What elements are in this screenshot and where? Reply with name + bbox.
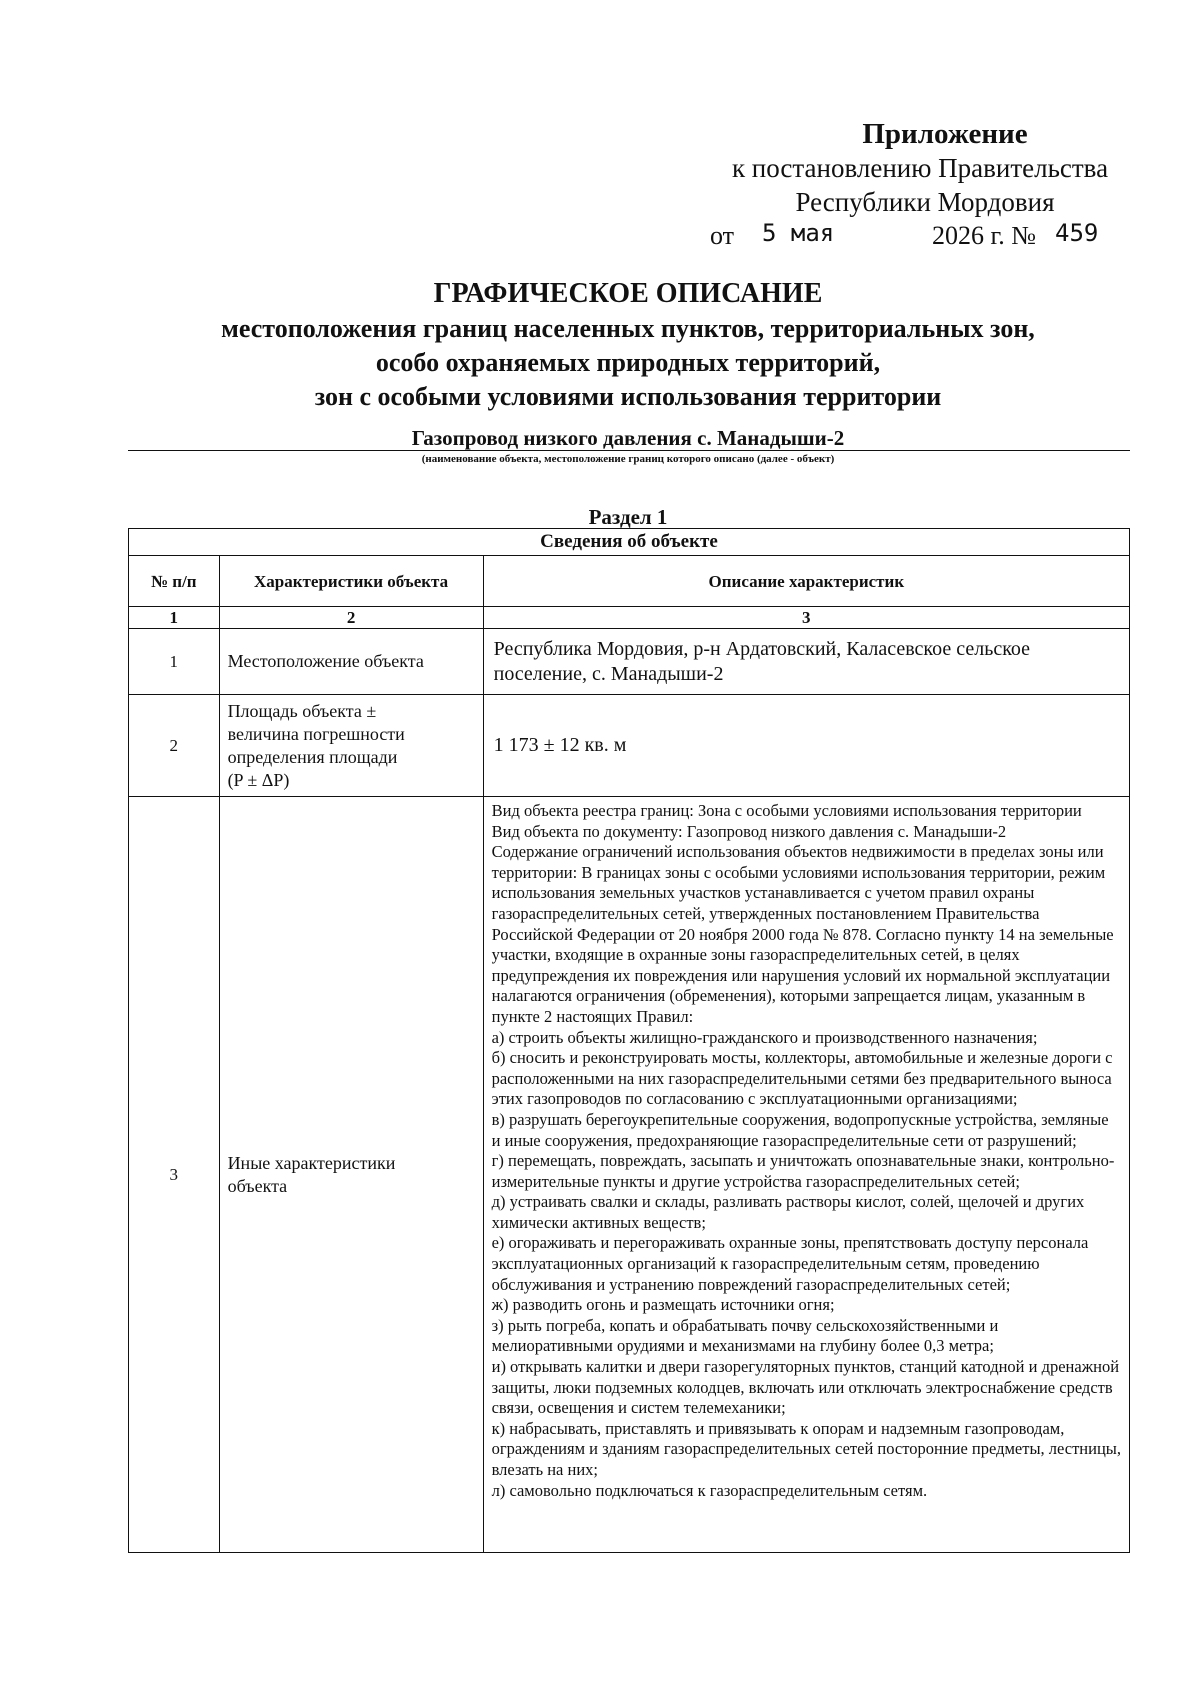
document-title: ГРАФИЧЕСКОЕ ОПИСАНИЕ bbox=[433, 278, 823, 309]
location-line-2: поселение, с. Манадыши-2 bbox=[493, 662, 724, 685]
row-label: Местоположение объекта bbox=[219, 629, 483, 695]
row-value-area: 1 173 ± 12 кв. м bbox=[483, 695, 1129, 797]
date-prefix: от bbox=[710, 221, 735, 250]
text-line: пункте 2 настоящих Правил: bbox=[491, 1006, 694, 1026]
text-line: Российской Федерации от 20 ноября 2000 года № 878. Согласно пункту 14 на земельные bbox=[491, 924, 1114, 944]
text-line: предупреждения их повреждения или нарушения условий их нормальной эксплуатации bbox=[491, 965, 1111, 985]
document-subtitle-line-2: особо охраняемых природных территорий, bbox=[375, 348, 881, 377]
text-line: Вид объекта по документу: Газопровод низкого давления с. Манадыши-2 bbox=[491, 821, 1007, 841]
text-line: влезать на них; bbox=[491, 1460, 598, 1479]
text-line: Вид объекта реестра границ: Зона с особыми условиями использования территории bbox=[491, 801, 1082, 820]
text-line: г) перемещать, повреждать, засыпать и уничтожать опознавательные знаки, контрольно- bbox=[491, 1151, 1115, 1171]
document-heading bbox=[128, 276, 1128, 414]
header-number: № п/п bbox=[129, 556, 220, 607]
column-number-2: 2 bbox=[219, 607, 483, 629]
text-line: е) огораживать и перегораживать охранные зоны, препятствовать доступу персонала bbox=[491, 1233, 1089, 1253]
section-title: Раздел 1 bbox=[588, 505, 668, 529]
table-row bbox=[129, 797, 1130, 1553]
text-line: использования земельных участков устанавливается с учетом правил охраны bbox=[491, 883, 1035, 903]
object-name: Газопровод низкого давления с. Манадыши-2 bbox=[411, 426, 845, 450]
table-column-numbers-row bbox=[129, 607, 1130, 629]
date-year: 2026 г. № bbox=[932, 221, 1037, 250]
text-line: эксплуатационных организаций к газораспределительным сетям, проведению bbox=[491, 1254, 1040, 1274]
location-line-1: Республика Мордовия, р-н Ардатовский, Каласевское сельское bbox=[493, 637, 1031, 660]
row-number: 3 bbox=[129, 797, 220, 1553]
text-line: участки, входящие в охранные зоны газораспределительных сетей, в целях bbox=[491, 945, 1020, 965]
text-line: з) рыть погреба, копать и обрабатывать почву сельскохозяйственными и bbox=[491, 1315, 999, 1335]
header-characteristics: Характеристики объекта bbox=[219, 556, 483, 607]
text-line: в) разрушать берегоукрепительные сооружения, водопропускные устройства, земляные bbox=[491, 1109, 1109, 1129]
document-subtitle-line-3: зон с особыми условиями использования территории bbox=[314, 382, 942, 411]
row-number: 1 bbox=[129, 629, 220, 695]
table-row bbox=[129, 629, 1130, 695]
table-header-row bbox=[129, 556, 1130, 607]
text-line: и иные сооружения, предохраняющие газораспределительные сети от разрушений; bbox=[491, 1130, 1077, 1150]
text-line: к) набрасывать, приставлять и привязывать к опорам и надземным газопроводам, bbox=[491, 1418, 1065, 1438]
date-day: 5 мая bbox=[762, 219, 835, 247]
appendix-title: Приложение bbox=[862, 118, 1028, 150]
document-number: 459 bbox=[1055, 219, 1099, 247]
text-line: защиты, люки подземных колодцев, включать или отключать электроснабжение средств bbox=[491, 1377, 1113, 1397]
table-title: Сведения об объекте bbox=[129, 529, 1130, 556]
text-line: Содержание ограничений использования объектов недвижимости в пределах зоны или bbox=[491, 842, 1104, 862]
text-line: ограждениям и зданиям газораспределительных сетей посторонние предметы, лестницы, bbox=[491, 1439, 1121, 1459]
row-label bbox=[219, 797, 483, 1553]
object-name-underline bbox=[128, 450, 1130, 451]
other-label-line-2: объекта bbox=[227, 1175, 288, 1196]
text-line: этих газопроводов по согласованию с эксплуатационными организациями; bbox=[491, 1089, 1018, 1109]
object-info-table bbox=[128, 528, 1130, 1553]
text-line: измерительные пункты и другие устройства газораспределительных сетей; bbox=[491, 1171, 1020, 1191]
text-line: расположенными на них газораспределительными сетями без предварительного выноса bbox=[491, 1068, 1112, 1088]
text-line: химически активных веществ; bbox=[491, 1212, 706, 1232]
text-line: б) сносить и реконструировать мосты, коллекторы, автомобильные и железные дороги с bbox=[491, 1048, 1113, 1068]
text-line: связи, освещения и систем телемеханики; bbox=[491, 1398, 786, 1418]
row-value-location bbox=[483, 629, 1129, 695]
header-description: Описание характеристик bbox=[483, 556, 1129, 607]
column-number-1: 1 bbox=[129, 607, 220, 629]
object-caption: (наименование объекта, местоположение границ которого описано (далее - объект) bbox=[421, 453, 835, 465]
row-label bbox=[219, 695, 483, 797]
text-line: газораспределительных сетей, утвержденных постановлением Правительства bbox=[491, 903, 1040, 923]
area-label-line-3: определения площади bbox=[227, 746, 398, 767]
text-line: мелиоративными орудиями и механизмами на глубину более 0,3 метра; bbox=[491, 1336, 994, 1356]
area-label-line-2: величина погрешности bbox=[227, 723, 405, 744]
document-subtitle-line-1: местоположения границ населенных пунктов, территориальных зон, bbox=[221, 314, 1035, 343]
area-label-line-4: (P ± ΔP) bbox=[227, 769, 290, 790]
column-number-3: 3 bbox=[483, 607, 1129, 629]
text-line: а) строить объекты жилищно-гражданского и производственного назначения; bbox=[491, 1027, 1038, 1047]
text-line: д) устраивать свалки и склады, разливать растворы кислот, солей, щелочей и других bbox=[491, 1192, 1085, 1212]
appendix-line-2: Республики Мордовия bbox=[795, 187, 1055, 217]
appendix-date-line bbox=[710, 219, 1140, 253]
text-line: обслуживания и устранению повреждений газораспределительных сетей; bbox=[491, 1274, 1011, 1294]
row-number: 2 bbox=[129, 695, 220, 797]
text-line: и) открывать калитки и двери газорегуляторных пунктов, станций катодной и дренажной bbox=[491, 1357, 1120, 1377]
table-row bbox=[129, 695, 1130, 797]
text-line: л) самовольно подключаться к газораспределительным сетям. bbox=[491, 1480, 928, 1500]
text-line: территории: В границах зоны с особыми условиями использования территории, режим bbox=[491, 862, 1106, 882]
row-value-other-characteristics bbox=[483, 797, 1129, 1553]
area-label-line-1: Площадь объекта ± bbox=[227, 700, 377, 721]
text-line: налагаются ограничения (обременения), которыми запрещается лицам, указанным в bbox=[491, 986, 1086, 1006]
other-label-line-1: Иные характеристики bbox=[227, 1152, 396, 1173]
text-line: ж) разводить огонь и размещать источники огня; bbox=[491, 1295, 835, 1315]
appendix-line-1: к постановлению Правительства bbox=[731, 153, 1109, 183]
appendix-block bbox=[710, 116, 1140, 250]
